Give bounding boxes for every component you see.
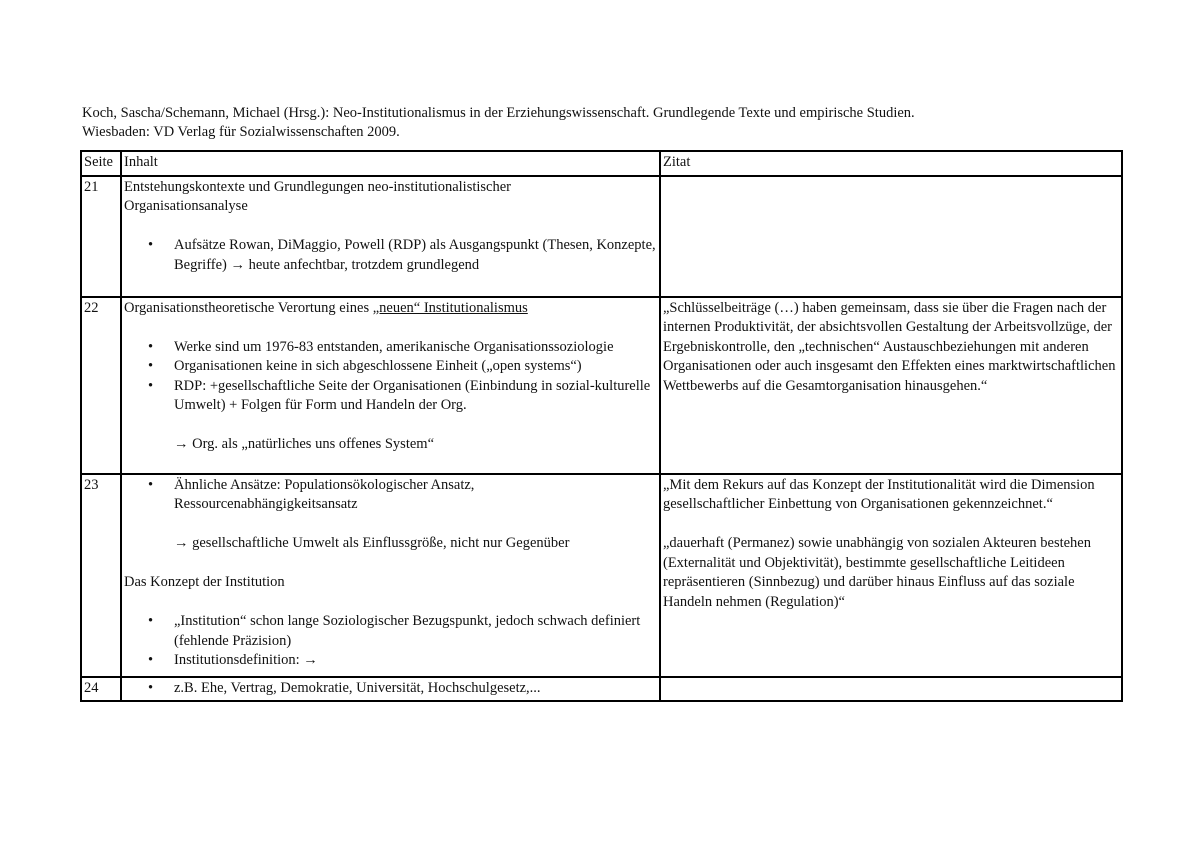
bibliographic-citation [82,104,1142,142]
table-row [81,474,1122,677]
list-item: • Werke sind um 1976-83 entstanden, amerikanische Organisationssoziologie [124,338,657,358]
citation-line-2: Wiesbaden: VD Verlag für Sozialwissenschaften 2009. [82,124,400,140]
table-row [81,176,1122,297]
bullet-list [124,612,657,671]
citation-line-1: Koch, Sascha/Schemann, Michael (Hrsg.): Neo-Institutionalismus in der Erziehungswissenschaft. Grundlegende Texte und empirische Studien. [82,105,915,121]
page-number-cell: 23 [81,474,121,677]
quote-cell [660,677,1122,702]
content-cell [121,176,660,297]
list-item: • RDP: +gesellschaftliche Seite der Organisationen (Einbindung in sozial-kulturelle Umwelt) + Folgen für Form und Handeln der Org. [124,377,657,416]
content-cell [121,297,660,474]
page-number-cell: 21 [81,176,121,297]
notes-table [80,150,1123,702]
arrow-note: → gesellschaftliche Umwelt als Einflussgröße, nicht nur Gegenüber [174,535,570,551]
table-header-row [81,151,1122,176]
underlined-heading-text: „neuen“ Institutionalismus [372,299,528,316]
quote-cell: „Schlüsselbeiträge (…) haben gemeinsam, dass sie über die Fragen nach der internen Produktivität, der absichtsvollen Gestaltung der Arbeitsvollzüge, der Ergebniskontrolle, den „technischen“ Austauschbeziehungen mit anderen Organisationen oder auch insgesamt den Effekten eines marktwirtschaftlichen Wettbewerbs auf die Gesamtorganisation hinausgehen.“ [660,297,1122,474]
page-number-cell: 22 [81,297,121,474]
section-heading: Entstehungskontexte und Grundlegungen neo-institutionalistischer Organisationsanalyse [124,178,512,214]
header-zitat: Zitat [660,151,1122,176]
section-subheading: Das Konzept der Institution [124,574,285,590]
section-heading: Organisationstheoretische Verortung eines „neuen“ Institutionalismus [124,299,528,316]
quote-paragraph: „dauerhaft (Permanez) sowie unabhängig von sozialen Akteuren bestehen (Externalität und Objektivität), bestimmte gesellschaftliche Leitideen repräsentieren (Sinnbezug) und darüber hinaus Einfluss auf das soziale Handeln nehmen (Regulation)“ [663,535,1091,610]
content-cell [121,677,660,702]
bullet-list [124,679,657,699]
bullet-list [124,236,657,275]
bullet-list [124,338,657,416]
list-item: • Aufsätze Rowan, DiMaggio, Powell (RDP) als Ausgangspunkt (Thesen, Konzepte, Begriffe) → heute anfechtbar, trotzdem grundlegend [124,236,657,275]
list-item: • „Institution“ schon lange Soziologischer Bezugspunkt, jedoch schwach definiert (fehlende Präzision) [124,612,657,651]
list-item: • Ähnliche Ansätze: Populationsökologischer Ansatz, Ressourcenabhängigkeitsansatz [124,476,657,515]
quote-cell [660,176,1122,297]
bullet-list [124,476,657,515]
content-cell [121,474,660,677]
header-seite: Seite [81,151,121,176]
table-row [81,677,1122,702]
page-number-cell: 24 [81,677,121,702]
quote-cell [660,474,1122,677]
quote-paragraph: „Mit dem Rekurs auf das Konzept der Institutionalität wird die Dimension gesellschaftlicher Einbettung von Organisationen gekennzeichnet.“ [663,476,1095,512]
table-row [81,297,1122,474]
arrow-note: → Org. als „natürliches uns offenes System“ [174,436,435,452]
list-item: • Institutionsdefinition: → [124,651,657,671]
list-item: • z.B. Ehe, Vertrag, Demokratie, Universität, Hochschulgesetz,... [124,679,657,699]
list-item: • Organisationen keine in sich abgeschlossene Einheit („open systems“) [124,357,657,377]
header-inhalt: Inhalt [121,151,660,176]
